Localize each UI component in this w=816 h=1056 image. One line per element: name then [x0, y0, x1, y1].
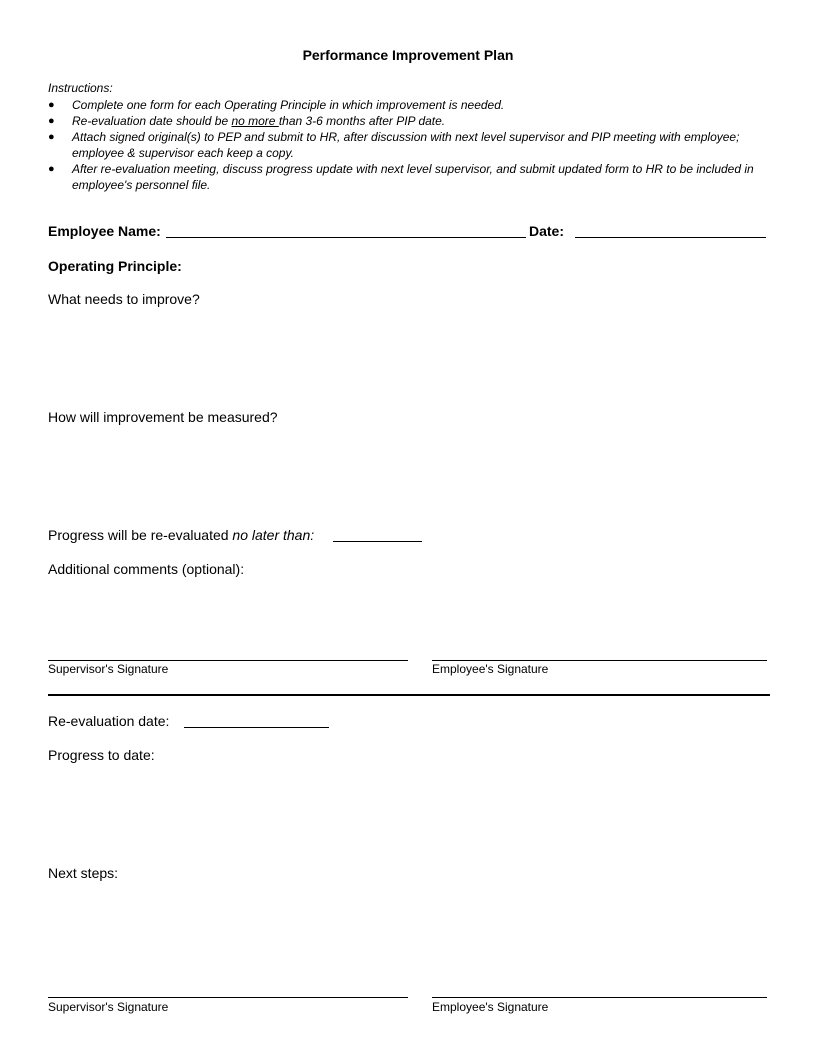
employee-name-label: Employee Name:: [48, 223, 161, 239]
supervisor-signature-label: Supervisor's Signature: [48, 1000, 169, 1014]
employee-signature-label: Employee's Signature: [432, 662, 549, 676]
supervisor-signature-line[interactable]: [48, 997, 408, 998]
operating-principle-label: Operating Principle:: [48, 258, 182, 274]
next-steps-label: Next steps:: [48, 865, 119, 881]
instruction-item: ● Complete one form for each Operating Principle in which improvement is needed.: [48, 98, 505, 112]
employee-signature-label: Employee's Signature: [432, 1000, 549, 1014]
reevaluated-by-field[interactable]: [333, 541, 422, 542]
date-label: Date:: [529, 223, 565, 239]
supervisor-signature-label: Supervisor's Signature: [48, 662, 169, 676]
section-divider: [48, 694, 770, 696]
what-improve-label: What needs to improve?: [48, 291, 200, 307]
bullet-icon: ●: [48, 131, 55, 143]
supervisor-signature-line[interactable]: [48, 660, 408, 661]
page-title: Performance Improvement Plan: [302, 47, 514, 63]
bullet-icon: ●: [48, 115, 55, 127]
instructions-list: [48, 97, 768, 193]
progress-reevaluated-label: Progress will be re-evaluated no later than:: [48, 527, 315, 543]
employee-signature-line[interactable]: [432, 660, 767, 661]
instructions-label: Instructions:: [48, 81, 113, 95]
employee-signature-line[interactable]: [432, 997, 767, 998]
employee-name-field[interactable]: [166, 237, 526, 238]
instruction-item: ● After re-evaluation meeting, discuss progress update with next level supervisor, and submit updated form to HR to be included in employee's personnel file.: [48, 162, 754, 192]
instruction-item: ● Re-evaluation date should be no more than 3-6 months after PIP date.: [48, 114, 446, 128]
how-measured-label: How will improvement be measured?: [48, 409, 278, 425]
bullet-icon: ●: [48, 163, 55, 175]
date-field[interactable]: [575, 237, 766, 238]
bullet-icon: ●: [48, 99, 55, 111]
instruction-item: ● Attach signed original(s) to PEP and submit to HR, after discussion with next level supervisor and PIP meeting with employee; employee & supervisor each keep a copy.: [48, 130, 740, 160]
reevaluation-date-field[interactable]: [184, 727, 329, 728]
additional-comments-label: Additional comments (optional):: [48, 561, 245, 577]
reevaluation-date-label: Re-evaluation date:: [48, 713, 170, 729]
progress-to-date-label: Progress to date:: [48, 747, 155, 763]
